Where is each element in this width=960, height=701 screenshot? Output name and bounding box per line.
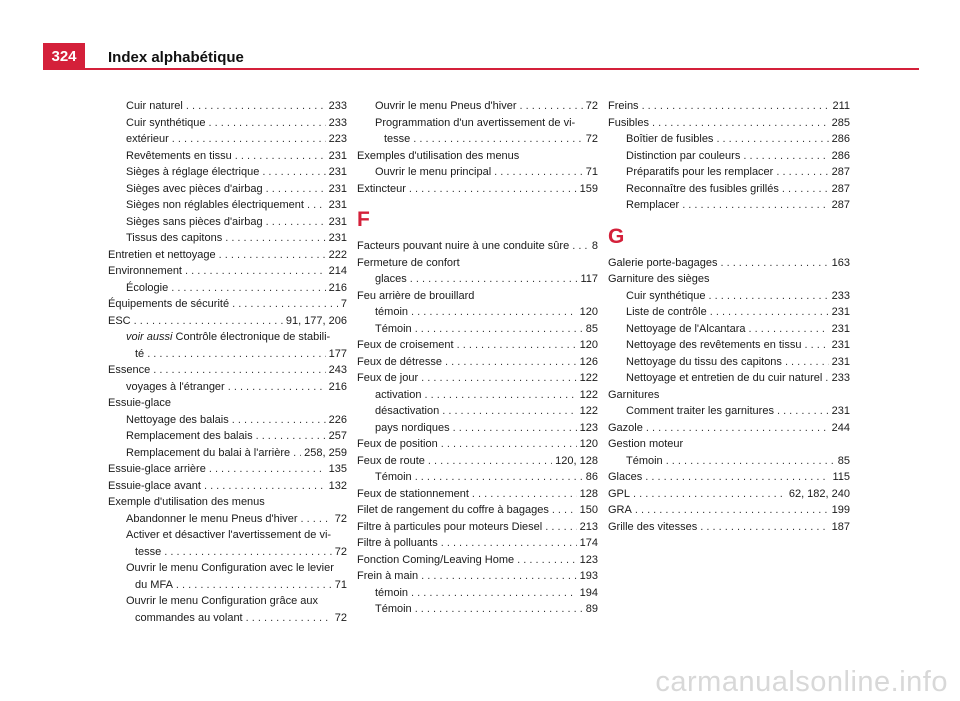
index-entry: Écologie . . . 216 <box>108 280 347 297</box>
index-entry: Sièges non réglables électriquement . . . 231 <box>108 197 347 214</box>
index-entry: Filet de rangement du coffre à bagages . . . 150 <box>357 502 598 519</box>
index-entry: Feux de stationnement . . . 128 <box>357 486 598 503</box>
section-letter-g: G <box>608 224 625 248</box>
index-entry: Freins . . . 211 <box>608 98 850 115</box>
index-entry: tesse . . . 72 <box>108 544 347 561</box>
index-column-3 <box>608 98 850 535</box>
index-entry: Feux de jour . . . 122 <box>357 370 598 387</box>
index-entry: pays nordiques . . . 123 <box>357 420 598 437</box>
page-title: Index alphabétique <box>108 49 244 66</box>
index-heading: Fermeture de confort <box>357 256 460 269</box>
index-entry: Fonction Coming/Leaving Home . . . 123 <box>357 552 598 569</box>
index-entry: Sièges sans pièces d'airbag . . . 231 <box>108 214 347 231</box>
index-entry: Nettoyage du tissu des capitons . . . 231 <box>608 354 850 371</box>
index-entry: Essuie-glace arrière . . . 135 <box>108 461 347 478</box>
index-heading: Garniture des sièges <box>608 273 710 285</box>
index-entry: Cuir synthétique . . . 233 <box>108 115 347 132</box>
index-entry: Nettoyage des balais . . . 226 <box>108 412 347 429</box>
index-entry: Tissus des capitons . . . 231 <box>108 230 347 247</box>
index-entry: Gazole . . . 244 <box>608 420 850 437</box>
page-header <box>0 0 960 70</box>
index-entry: Essuie-glace avant . . . 132 <box>108 478 347 495</box>
watermark: carmanualsonline.info <box>655 666 948 698</box>
index-subentry-line: Ouvrir le menu Configuration avec le levier <box>126 562 334 574</box>
index-entry: té . . . 177 <box>108 346 347 363</box>
index-subentry-line: Programmation d'un avertissement de vi- <box>375 116 576 129</box>
index-subentry-line: Activer et désactiver l'avertissement de vi- <box>126 529 332 541</box>
index-entry: Témoin . . . 89 <box>357 601 598 618</box>
index-entry: commandes au volant . . . 72 <box>108 610 347 627</box>
index-entry: GPL . . . 62, 182, 240 <box>608 486 850 503</box>
index-entry: Cuir naturel . . . 233 <box>108 98 347 115</box>
index-entry: glaces . . . 117 <box>357 271 598 288</box>
index-entry: Équipements de sécurité . . . 7 <box>108 296 347 313</box>
index-entry: Entretien et nettoyage . . . 222 <box>108 247 347 264</box>
page-number: 324 <box>43 43 85 69</box>
index-entry: Grille des vitesses . . . 187 <box>608 519 850 536</box>
index-entry: Liste de contrôle . . . 231 <box>608 304 850 321</box>
index-entry: Filtre à polluants . . . 174 <box>357 535 598 552</box>
index-heading: Exemples d'utilisation des menus <box>357 149 520 162</box>
index-entry: Galerie porte-bagages . . . 163 <box>608 255 850 272</box>
index-entry: Facteurs pouvant nuire à une conduite sûre . . . 8 <box>357 238 598 255</box>
index-entry: Nettoyage et entretien de du cuir naturel . . . 233 <box>608 370 850 387</box>
index-entry: Nettoyage des revêtements en tissu . . . 231 <box>608 337 850 354</box>
index-entry: Extincteur . . . 159 <box>357 181 598 198</box>
index-entry: activation . . . 122 <box>357 387 598 404</box>
index-entry: Essence . . . 243 <box>108 362 347 379</box>
index-entry: Feux de détresse . . . 126 <box>357 354 598 371</box>
index-entry: Abandonner le menu Pneus d'hiver . . . 72 <box>108 511 347 528</box>
index-entry: Témoin . . . 85 <box>357 321 598 338</box>
index-entry: Sièges à réglage électrique . . . 231 <box>108 164 347 181</box>
index-heading: Gestion moteur <box>608 438 684 450</box>
index-entry: Filtre à particules pour moteurs Diesel . . . 213 <box>357 519 598 536</box>
index-entry: ESC . . . 91, 177, 206 <box>108 313 347 330</box>
index-entry: Ouvrir le menu principal . . . 71 <box>357 164 598 181</box>
index-heading: Garnitures <box>608 388 660 401</box>
index-entry: Feux de position . . . 120 <box>357 436 598 453</box>
index-entry: Glaces . . . 115 <box>608 469 850 486</box>
index-entry: Remplacement des balais . . . 257 <box>108 428 347 445</box>
index-column-1 <box>108 98 347 626</box>
index-entry: Revêtements en tissu . . . 231 <box>108 148 347 165</box>
index-entry: témoin . . . 120 <box>357 304 598 321</box>
index-entry: désactivation . . . 122 <box>357 403 598 420</box>
index-entry: Nettoyage de l'Alcantara . . . 231 <box>608 321 850 338</box>
index-entry: GRA . . . 199 <box>608 502 850 519</box>
index-entry: Boîtier de fusibles . . . 286 <box>608 131 850 148</box>
index-entry: Environnement . . . 214 <box>108 263 347 280</box>
index-entry: Fusibles . . . 285 <box>608 115 850 132</box>
index-entry: extérieur . . . 223 <box>108 131 347 148</box>
index-entry: Frein à main . . . 193 <box>357 568 598 585</box>
index-heading: Essuie-glace <box>108 397 171 409</box>
index-entry: Remplacer . . . 287 <box>608 197 850 214</box>
index-entry: voyages à l'étranger . . . 216 <box>108 379 347 396</box>
index-entry: Feux de route . . . 120, 128 <box>357 453 598 470</box>
index-subentry-line: Ouvrir le menu Configuration grâce aux <box>126 595 318 607</box>
index-entry: tesse . . . 72 <box>357 131 598 148</box>
index-heading: Exemple d'utilisation des menus <box>108 496 265 508</box>
section-letter-f: F <box>357 208 370 231</box>
index-entry: du MFA . . . 71 <box>108 577 347 594</box>
index-entry: Feux de croisement . . . 120 <box>357 337 598 354</box>
index-entry: Ouvrir le menu Pneus d'hiver . . . 72 <box>357 98 598 115</box>
index-subentry-see-also: voir aussi Contrôle électronique de stabili- <box>126 331 331 343</box>
index-entry: Distinction par couleurs . . . 286 <box>608 148 850 165</box>
index-entry: Témoin . . . 85 <box>608 453 850 470</box>
index-entry: Remplacement du balai à l'arrière . . . 258, 259 <box>108 445 347 462</box>
index-heading: Feu arrière de brouillard <box>357 289 475 302</box>
index-entry: témoin . . . 194 <box>357 585 598 602</box>
index-entry: Préparatifs pour les remplacer . . . 287 <box>608 164 850 181</box>
index-entry: Cuir synthétique . . . 233 <box>608 288 850 305</box>
index-entry: Reconnaître des fusibles grillés . . . 287 <box>608 181 850 198</box>
index-entry: Sièges avec pièces d'airbag . . . 231 <box>108 181 347 198</box>
index-column-2 <box>357 98 598 618</box>
index-entry: Témoin . . . 86 <box>357 469 598 486</box>
index-entry: Comment traiter les garnitures . . . 231 <box>608 403 850 420</box>
header-divider <box>43 68 919 70</box>
